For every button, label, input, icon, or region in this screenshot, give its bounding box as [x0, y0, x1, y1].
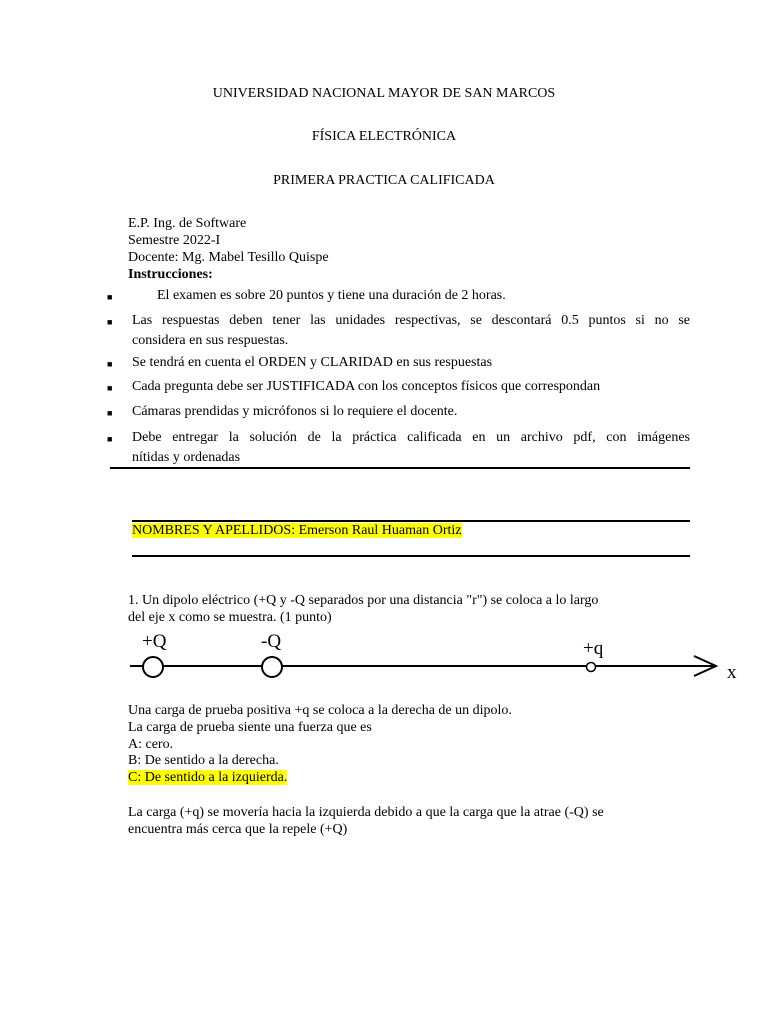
answer-text: La carga (+q) se movería hacia la izquierda debido a que la carga que la atrae (-Q) se: [128, 805, 604, 820]
instruction-item: Cada pregunta debe ser JUSTIFICADA con los conceptos físicos que correspondan: [132, 379, 601, 394]
divider: [132, 520, 690, 522]
university-title: UNIVERSIDAD NACIONAL MAYOR DE SAN MARCOS: [212, 86, 556, 101]
test-charge-circle: [587, 663, 596, 672]
question-text-continued: del eje x como se muestra. (1 punto): [128, 610, 332, 625]
option-a: A: cero.: [128, 737, 174, 752]
bullet-icon: ■: [107, 292, 113, 302]
instructions-title: Instrucciones:: [128, 267, 213, 282]
label-negative-charge: -Q: [261, 631, 282, 652]
positive-charge-circle: [143, 657, 163, 677]
answer-text-continued: encuentra más cerca que la repele (+Q): [128, 822, 348, 837]
instruction-item: Se tendrá en cuenta el ORDEN y CLARIDAD en sus respuestas: [132, 355, 493, 370]
instruction-item: Debe entregar la solución de la práctica calificada en un archivo pdf, con imágenes: [132, 430, 690, 445]
exam-title: PRIMERA PRACTICA CALIFICADA: [273, 173, 495, 188]
option-c: [128, 770, 287, 786]
option-c-text: C: De sentido a la izquierda.: [128, 770, 288, 785]
instruction-item-continued: nítidas y ordenadas: [132, 450, 241, 465]
bullet-icon: ■: [107, 408, 113, 418]
label-positive-charge: +Q: [142, 631, 167, 652]
divider: [110, 467, 690, 469]
label-x-axis: x: [727, 662, 737, 683]
school-line: E.P. Ing. de Software: [128, 216, 247, 231]
semester-line: Semestre 2022-I: [128, 233, 221, 248]
bullet-icon: ■: [107, 359, 113, 369]
bullet-icon: ■: [107, 383, 113, 393]
instruction-item-continued: considera en sus respuestas.: [132, 333, 289, 348]
negative-charge-circle: [262, 657, 282, 677]
instruction-item: El examen es sobre 20 puntos y tiene una duración de 2 horas.: [157, 288, 506, 303]
label-test-charge: +q: [583, 638, 604, 659]
question-text: 1. Un dipolo eléctrico (+Q y -Q separados por una distancia "r") se coloca a lo largo: [128, 593, 599, 608]
course-title: FÍSICA ELECTRÓNICA: [311, 129, 457, 144]
bullet-icon: ■: [107, 434, 113, 444]
prompt-text: Una carga de prueba positiva +q se coloca a la derecha de un dipolo.: [128, 703, 512, 718]
instruction-item: Cámaras prendidas y micrófonos si lo requiere el docente.: [132, 404, 458, 419]
student-name-text: NOMBRES Y APELLIDOS: Emerson Raul Huaman Ortiz: [132, 523, 462, 538]
divider: [132, 555, 690, 557]
prompt-text: La carga de prueba siente una fuerza que es: [128, 720, 372, 735]
bullet-icon: ■: [107, 317, 113, 327]
teacher-line: Docente: Mg. Mabel Tesillo Quispe: [128, 250, 329, 265]
instruction-item: Las respuestas deben tener las unidades respectivas, se descontará 0.5 puntos si no se: [132, 313, 690, 328]
dipole-diagram: [120, 625, 760, 690]
student-name: [132, 523, 462, 539]
option-b: B: De sentido a la derecha.: [128, 753, 279, 768]
